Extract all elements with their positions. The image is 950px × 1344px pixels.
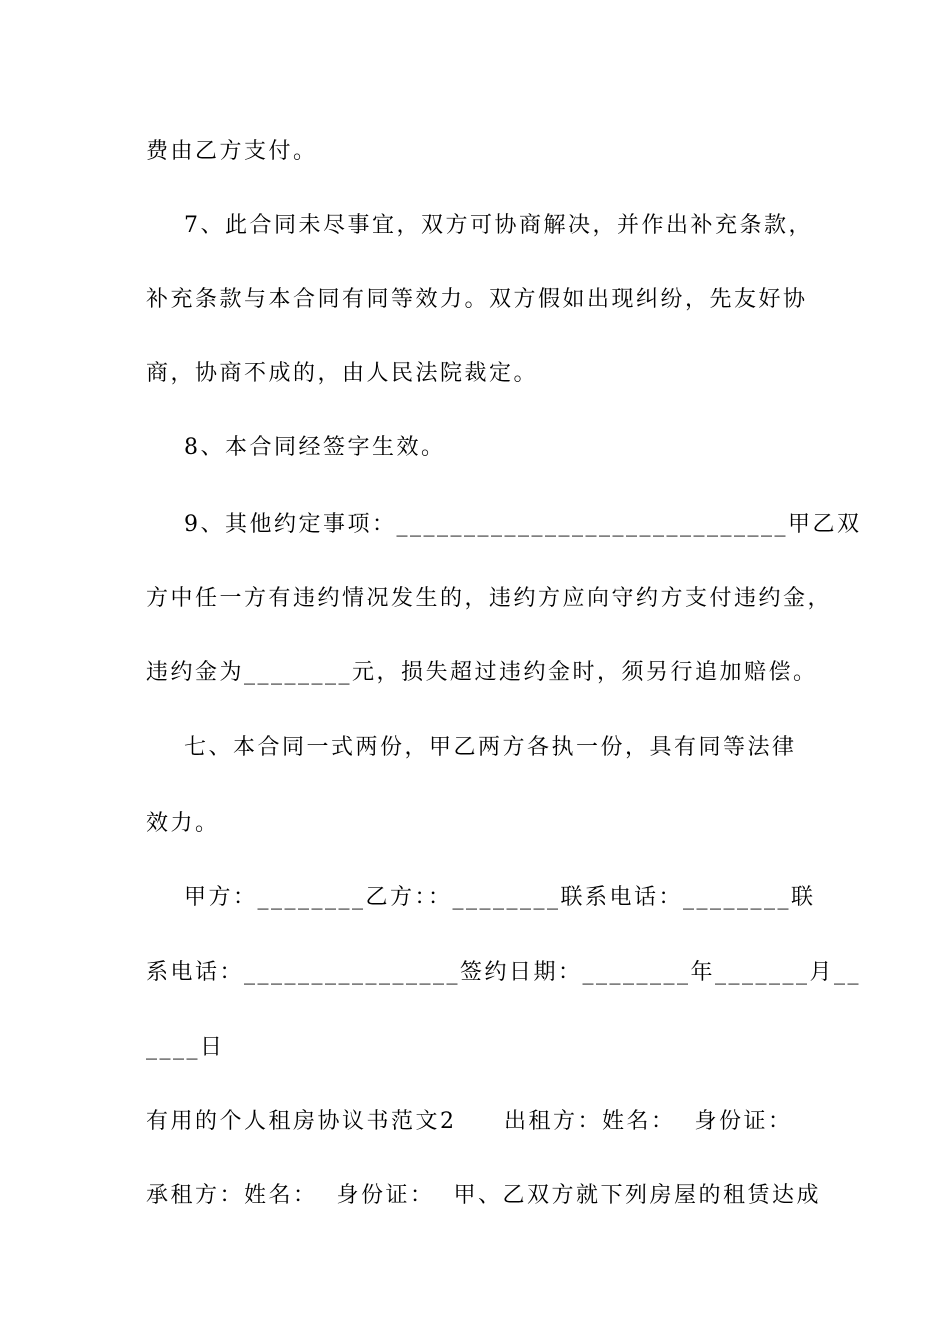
text-line: 7、此合同未尽事宜，双方可协商解决，并作出补充条款， bbox=[146, 213, 813, 238]
text-line: 有用的个人租房协议书范文2 出租方：姓名： 身份证： bbox=[146, 1109, 793, 1134]
text-line: 8、本合同经签字生效。 bbox=[146, 435, 446, 460]
text-line: ____日 bbox=[146, 1035, 225, 1060]
text-line: 系电话：________________签约日期：________年_______月__ bbox=[146, 960, 862, 985]
text-line: 违约金为________元，损失超过违约金时，须另行追加赔偿。 bbox=[146, 660, 818, 685]
text-line: 9、其他约定事项：_____________________________甲乙双 bbox=[146, 512, 862, 537]
text-line: 商，协商不成的，由人民法院裁定。 bbox=[146, 361, 539, 386]
text-line: 补充条款与本合同有同等效力。双方假如出现纠纷，先友好协 bbox=[146, 287, 808, 312]
text-line: 甲方：________乙方：：________联系电话：________联 bbox=[146, 885, 816, 910]
text-line: 承租方：姓名： 身份证： 甲、乙双方就下列房屋的租赁达成 bbox=[146, 1183, 821, 1208]
text-line: 方中任一方有违约情况发生的，违约方应向守约方支付违约金， bbox=[146, 586, 833, 611]
text-line: 效力。 bbox=[146, 811, 220, 836]
text-line: 七、本合同一式两份，甲乙两方各执一份，具有同等法律 bbox=[146, 735, 797, 760]
text-line: 费由乙方支付。 bbox=[146, 139, 318, 164]
